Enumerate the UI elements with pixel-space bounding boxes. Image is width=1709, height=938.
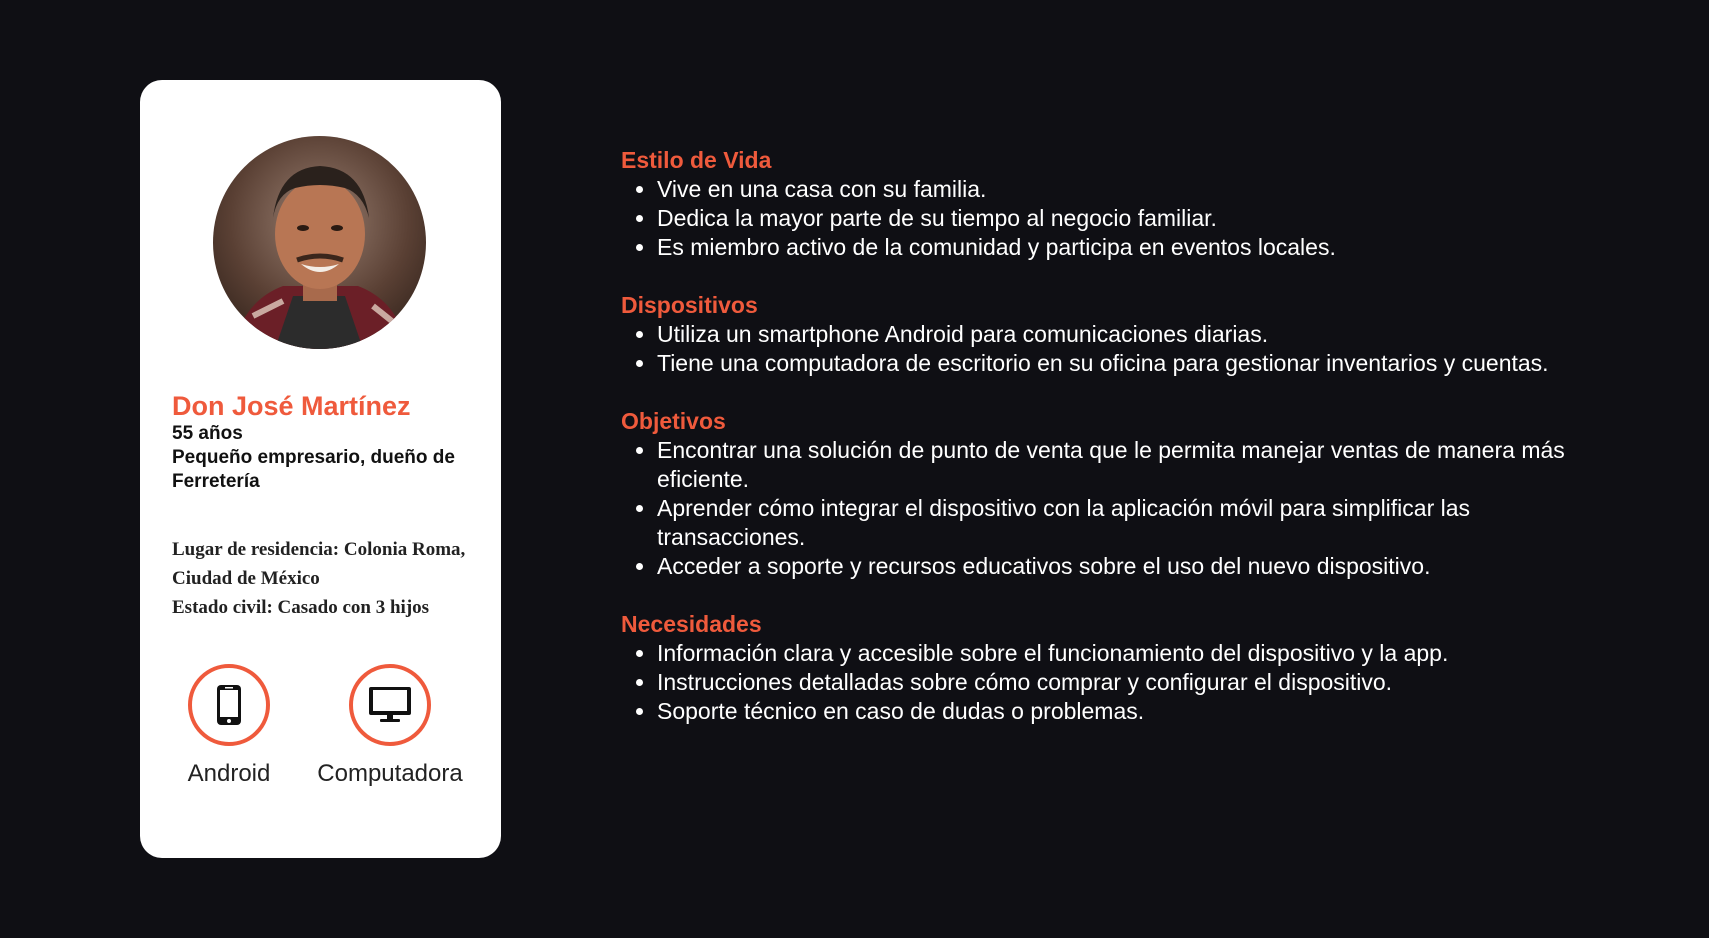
list-item: • Vive en una casa con su familia. (657, 175, 1621, 204)
device-computer (300, 664, 480, 788)
device-android (179, 664, 279, 788)
section-heading: Objetivos (621, 408, 726, 434)
device-computer-label: Computadora (317, 760, 463, 787)
device-android-label: Android (187, 760, 271, 787)
persona-occupation: Pequeño empresario, dueño de Ferretería (172, 447, 455, 492)
residence-text: Lugar de residencia: Colonia Roma, Ciudad de México (172, 539, 466, 589)
list-item: • Información clara y accesible sobre el funcionamiento del dispositivo y la app. (657, 639, 1621, 668)
list-item: • Aprender cómo integrar el dispositivo con la aplicación móvil para simplificar las transacciones. (657, 494, 1621, 552)
list-item: • Instrucciones detalladas sobre cómo comprar y configurar el dispositivo. (657, 668, 1621, 697)
smartphone-icon (188, 664, 270, 746)
list-item: • Tiene una computadora de escritorio en su oficina para gestionar inventarios y cuentas. (657, 349, 1621, 378)
section-needs (621, 610, 1621, 726)
section-list (621, 436, 1621, 581)
list-item: • Acceder a soporte y recursos educativos sobre el uso del nuevo dispositivo. (657, 552, 1621, 581)
list-item: • Dedica la mayor parte de su tiempo al negocio familiar. (657, 204, 1621, 233)
section-heading: Dispositivos (621, 292, 758, 318)
list-item: • Es miembro activo de la comunidad y participa en eventos locales. (657, 233, 1621, 262)
section-lifestyle (621, 146, 1621, 262)
avatar (213, 136, 426, 349)
list-item: • Soporte técnico en caso de dudas o problemas. (657, 697, 1621, 726)
persona-content (621, 146, 1621, 755)
list-item: • Encontrar una solución de punto de venta que le permita manejar ventas de manera más eficiente. (657, 436, 1621, 494)
marital-status-text: Estado civil: Casado con 3 hijos (172, 597, 430, 618)
section-goals (621, 407, 1621, 581)
section-heading: Estilo de Vida (621, 147, 772, 173)
section-list (621, 639, 1621, 726)
list-item: • Utiliza un smartphone Android para comunicaciones diarias. (657, 320, 1621, 349)
monitor-icon (349, 664, 431, 746)
persona-details (172, 535, 477, 622)
section-list (621, 320, 1621, 378)
section-devices (621, 291, 1621, 378)
section-list (621, 175, 1621, 262)
persona-age: 55 años (172, 423, 243, 444)
persona-card (140, 80, 501, 858)
section-heading: Necesidades (621, 611, 762, 637)
persona-name: Don José Martínez (172, 391, 411, 421)
